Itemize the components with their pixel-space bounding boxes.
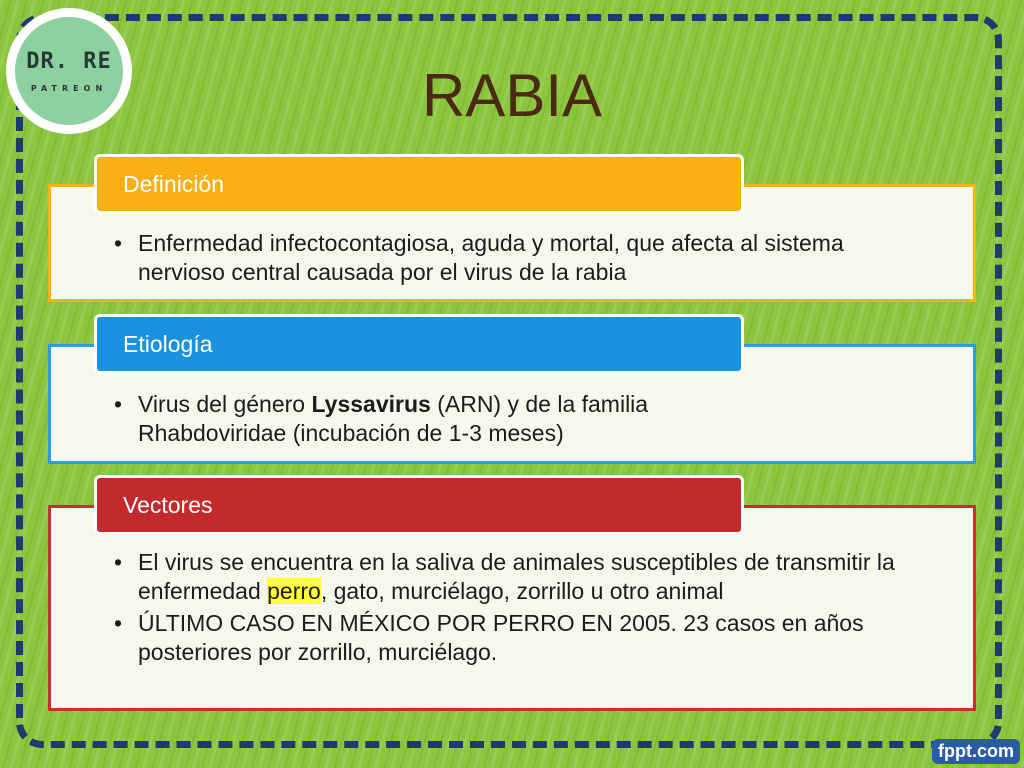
vectores-text-post: , gato, murciélago, zorrillo u otro animal	[320, 578, 724, 604]
definicion-bullet: • Enfermedad infectocontagiosa, aguda y mortal, que afecta al sistema nervioso central causada por el virus de la rabia	[110, 229, 920, 287]
etiologia-list	[110, 390, 770, 451]
etiologia-text-pre: Virus del género	[138, 391, 312, 417]
fppt-watermark: fppt.com	[932, 739, 1020, 764]
slide-title: RABIA	[421, 62, 603, 129]
logo-sub-text: PATREON	[30, 84, 108, 93]
etiologia-text-post: (ARN) y de la familia Rhabdoviridae (incubación de 1-3 meses)	[138, 391, 649, 446]
definicion-header: Definición	[94, 154, 744, 214]
logo-main-text: DR. RE	[26, 49, 112, 74]
lyssavirus-bold: Lyssavirus	[311, 391, 431, 417]
perro-highlight: perro	[267, 578, 321, 604]
etiologia-bullet	[110, 390, 770, 448]
vectores-bullet-1	[110, 548, 930, 606]
vectores-list	[110, 548, 930, 670]
vectores-text-pre: El virus se encuentra en la saliva de animales susceptibles de transmitir la enfermedad	[138, 549, 895, 604]
etiologia-header: Etiología	[94, 314, 744, 374]
definicion-list	[110, 229, 920, 290]
vectores-bullet-2: • ÚLTIMO CASO EN MÉXICO POR PERRO EN 2005. 23 casos en años posteriores por zorrillo, murciélago.	[110, 609, 930, 667]
vectores-header: Vectores	[94, 475, 744, 535]
